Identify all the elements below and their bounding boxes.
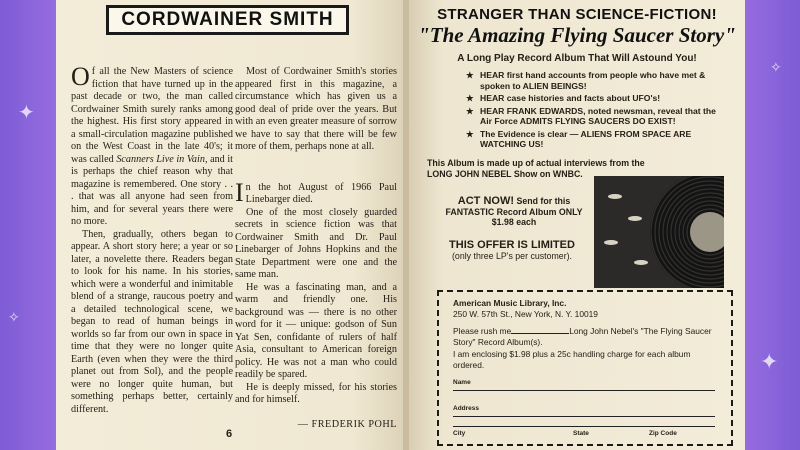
star-icon: ★ [466,105,474,116]
record-album-image [594,176,724,288]
text-column-right [235,66,397,431]
page-number: 6 [226,428,233,440]
flying-saucer-icon [608,194,622,199]
ad-title: "The Amazing Flying Saucer Story" [418,23,736,47]
story-title: Scanners Live in Vain [116,153,205,165]
sparkle-decoration: ✦ [18,100,35,124]
ad-subtitle: A Long Play Record Album That Will Astound You! [457,53,697,64]
paragraph: Most of Cordwainer Smith's stories appeared first in this magazine, a circumstance which has given us a good deal of pride over the years. But with an even greater measure of sorrow we have to say that there will be few more of them, perhaps none at all. [235,66,397,152]
paragraph: He is deeply missed, for his stories and for himself. [235,381,397,405]
paragraph: He was a fascinating man, and a warm and friendly one. His background was — there is no other word for it — unique: godson of Sun Yat Sen, confidante of rulers of half Asia, consultant to American foreign policy. He was not a man who could readily be spared. [235,281,397,380]
city-label: City [453,430,466,437]
star-icon: ★ [466,128,474,139]
offer-text: (only three LP's per customer). [452,250,572,261]
left-magazine-page [56,0,405,450]
state-label: State [573,430,589,437]
text-column-left [71,62,234,416]
ad-bullet-list [466,70,726,152]
bullet-item: ★ HEAR case histories and facts about UFO's! [466,93,661,103]
star-icon: ★ [466,70,474,80]
sparkle-decoration: ✧ [770,60,782,76]
bullet-item: ★ HEAR FRANK EDWARDS, noted newsman, reveal that the Air Force ADMITS FLYING SAUCERS DO EXIST! [466,105,716,126]
paragraph: Of all the New Masters of science fiction that have turned up in the past decade or two, the man called Cordwainer Smith surely ranks among the highest. His first story appeared in a small-circulation magazine published on the West Coast in the late 40's; it was called Scanners Live in Vain, and it is perhaps the chief reason why that magazine is remembered. One story . . . that was all anyone had seen from him, and for several years there were no more. [71,62,234,227]
flying-saucer-icon [604,240,618,245]
city-line[interactable] [453,416,715,427]
quantity-blank[interactable] [511,333,569,334]
star-icon: ★ [466,93,474,103]
act-now-text: Send for this FANTASTIC Record Album ONLY $1.98 each [445,196,583,227]
album-note: This Album is made up of actual interviews from the LONG JOHN NEBEL Show on WNBC. [427,158,645,179]
ad-headline: STRANGER THAN SCIENCE-FICTION! [437,6,717,23]
coupon-company: American Music Library, Inc. [453,298,567,308]
sparkle-decoration: ✧ [8,310,20,326]
bullet-item: ★ HEAR first hand accounts from people who have met & spoken to ALIEN BEINGS! [466,70,706,91]
right-magazine-page [409,0,745,450]
drop-cap: I [235,177,244,207]
offer-block [427,240,597,261]
article-title-box [106,5,349,35]
act-now-lead: ACT NOW! [457,195,514,207]
coupon-order-line: Please rush me Long John Nebel's "The Flying Saucer Story" Record Album(s). [453,326,712,347]
act-now-block [439,196,589,228]
coupon-payment-line: I am enclosing $1.98 plus a 25c handling charge for each album ordered. [453,349,691,370]
drop-cap: O [71,62,90,91]
flying-saucer-icon [634,260,648,265]
record-label [690,212,724,252]
zip-label: Zip Code [649,430,677,437]
paragraph: One of the most closely guarded secrets in science fiction was that Cordwainer Smith and Dr. Paul Linebarger of Johns Hopkins and the State Department were one and the same man. [235,206,397,280]
flying-saucer-icon [628,216,642,221]
order-coupon[interactable] [437,290,733,446]
coupon-address: 250 W. 57th St., New York, N. Y. 10019 [453,309,598,319]
author-signature: — FREDERIK POHL [297,418,397,430]
sparkle-decoration: ✦ [760,350,779,375]
paragraph: In the hot August of 1966 Paul Linebarger died. [235,177,397,207]
offer-lead: THIS OFFER IS LIMITED [449,239,575,251]
name-field[interactable]: Name [453,378,715,391]
address-field[interactable]: Address [453,404,715,417]
paragraph: Then, gradually, others began to appear. A short story here; a year or so later, a novelette there. Readers began to look for his name. In his stories, which were a wonderful and inimitable blend of a strange, raucous poetry and a detailed technological scene, we began to read of human beings in worlds so far from our own in space in time that they were no longer quite Earth (even when they were the third planet out from Sol), and the people were no longer quite human, but something perhaps better, certainly different. [71,228,233,415]
article-title: CORDWAINER SMITH [121,9,334,30]
bullet-item: ★ The Evidence is clear — ALIENS FROM SPACE ARE WATCHING US! [466,128,692,149]
